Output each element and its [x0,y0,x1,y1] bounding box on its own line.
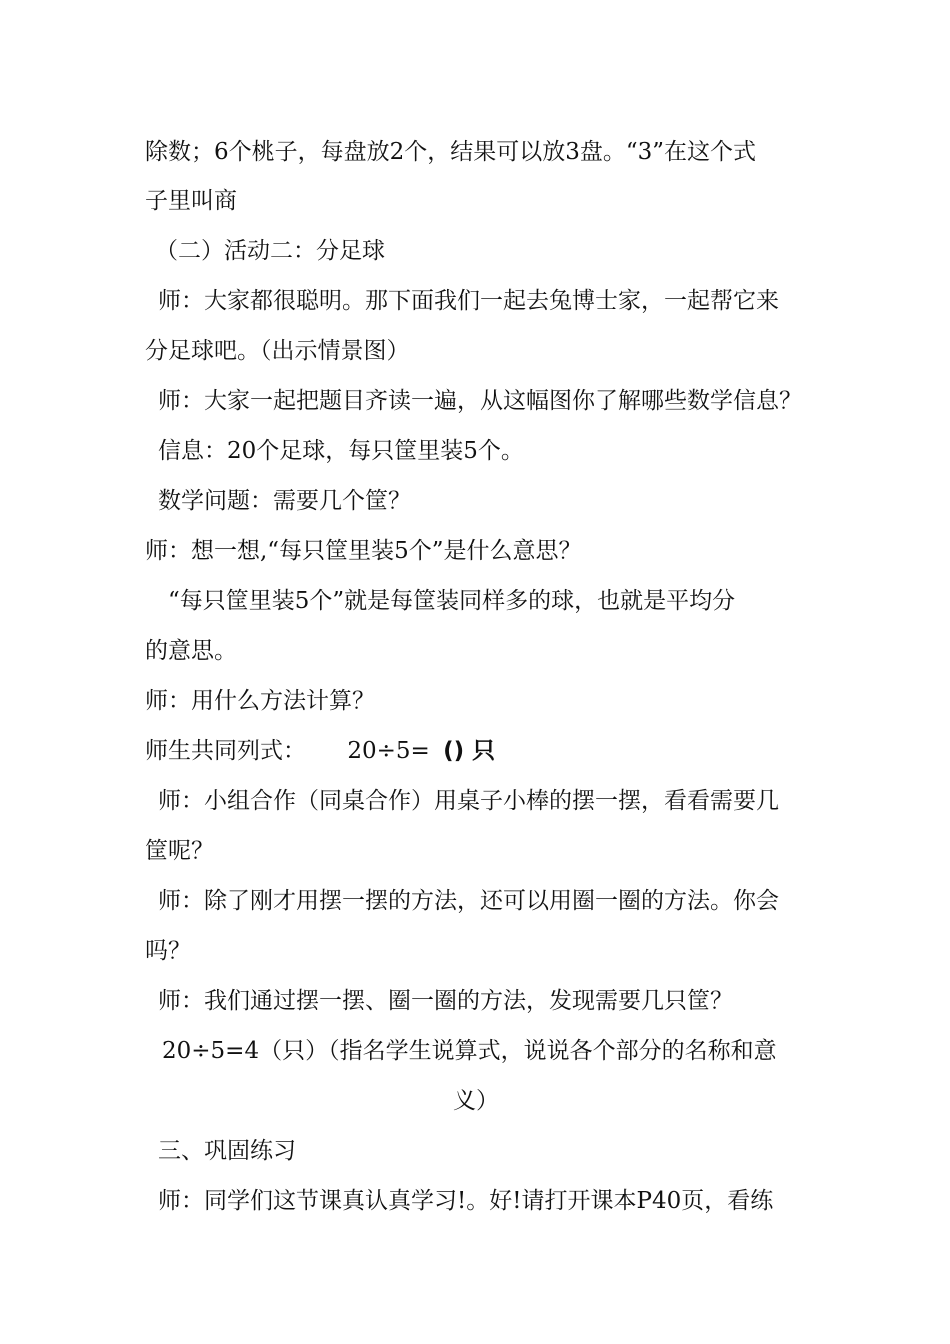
text-line-1: 除数；6个桃子，每盘放2个，结果可以放3盘。“3”在这个式 [145,139,757,165]
text-line-5: 分足球吧。（出示情景图） [145,338,410,364]
text-line-11: 的意思。 [145,638,237,664]
equation-label: 师生共同列式： [145,738,306,764]
text-line-19: 20÷5=4（只）（指名学生说算式，说说各个部分的名称和意 [162,1038,777,1064]
text-line-12: 师：用什么方法计算？ [145,688,375,714]
equation-blank: () 只 [443,738,496,764]
text-line-22: 师：同学们这节课真认真学习!。好!请打开课本P40页，看练 [158,1188,774,1214]
text-line-2: 子里叫商 [145,188,237,214]
text-line-18: 师：我们通过摆一摆、圈一圈的方法，发现需要几只筐？ [158,988,733,1014]
equation-expression: 20÷5= [347,738,430,764]
section-heading-practice: 三、巩固练习 [158,1138,296,1164]
text-line-6: 师：大家一起把题目齐读一遍，从这幅图你了解哪些数学信息？ [158,388,802,414]
text-line-16: 师：除了刚才用摆一摆的方法，还可以用圈一圈的方法。你会 [158,888,779,914]
text-line-4: 师：大家都很聪明。那下面我们一起去兔博士家，一起帮它来 [158,288,779,314]
text-line-7: 信息：20个足球，每只筐里装5个。 [158,438,524,464]
text-line-8: 数学问题：需要几个筐？ [158,488,411,514]
text-line-10: “每只筐里装5个”就是每筐装同样多的球，也就是平均分 [168,588,736,614]
text-line-14: 师：小组合作（同桌合作）用桌子小棒的摆一摆，看看需要几 [158,788,779,814]
text-line-15: 筐呢？ [145,838,214,864]
text-line-20: 义） [453,1088,499,1114]
text-line-17: 吗？ [145,938,191,964]
section-heading-activity-2: （二）活动二：分足球 [155,238,385,264]
text-line-13 [145,736,495,766]
text-line-9: 师：想一想,“每只筐里装5个”是什么意思？ [145,538,582,564]
